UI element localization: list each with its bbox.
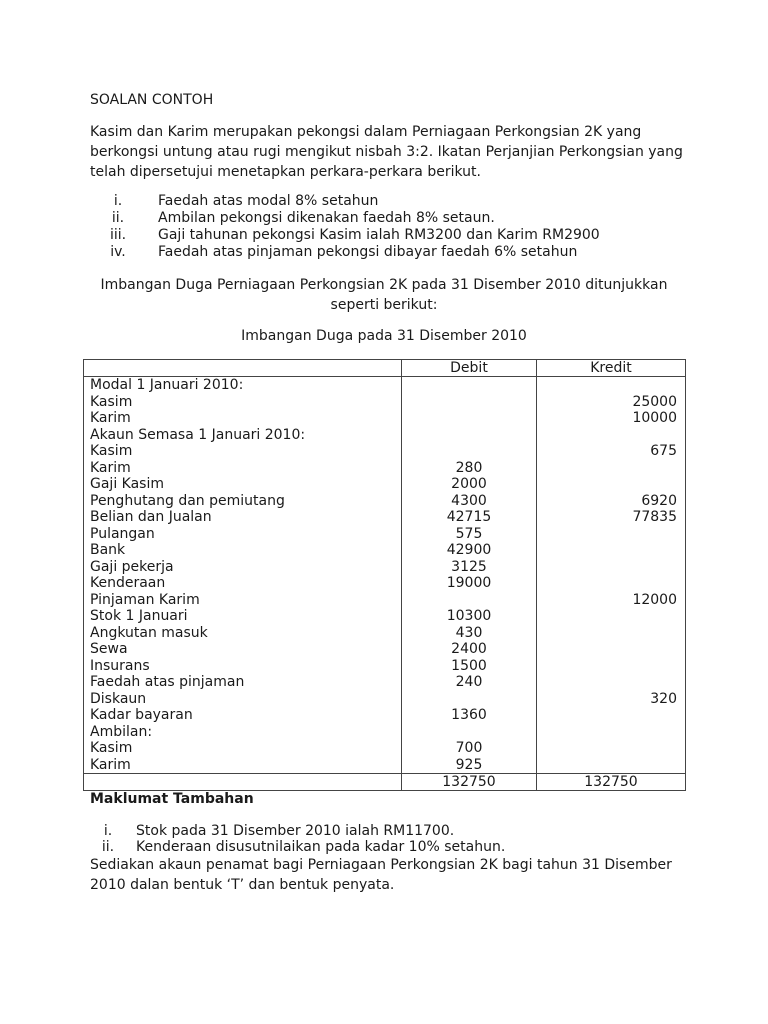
table-cell-kredit: 6920 (641, 492, 677, 509)
table-cell-label: Kasim (90, 393, 133, 410)
list-number: iv. (110, 244, 126, 260)
table-cell-debit: 3125 (451, 558, 487, 575)
table-cell-kredit: 77835 (632, 509, 677, 525)
table-cell-label: Modal 1 Januari 2010: (90, 377, 244, 393)
table-cell-kredit (537, 427, 685, 444)
list-text: Faedah atas pinjaman pekongsi dibayar faedah 6% setahun (158, 244, 578, 260)
table-cell-debit (402, 443, 536, 460)
list-text: Ambilan pekongsi dikenakan faedah 8% setaun. (158, 210, 495, 226)
table-cell-debit: 430 (455, 624, 483, 641)
statement-line: Imbangan Duga Perniagaan Perkongsian 2K pada 31 Disember 2010 ditunjukkan (100, 277, 668, 293)
header-kredit: Kredit (537, 360, 686, 377)
instruction-line: Sediakan akaun penamat bagi Perniagaan Perkongsian 2K bagi tahun 31 Disember (90, 857, 672, 873)
table-cell-debit: 925 (455, 756, 483, 773)
table-cell-kredit (537, 724, 685, 741)
table-cell-label: Insurans (90, 657, 150, 674)
table-cell-debit (402, 410, 536, 427)
table-header-row (84, 360, 686, 377)
table-cell-label: Faedah atas pinjaman (90, 674, 245, 690)
table-cell-kredit: 675 (650, 443, 677, 459)
table-cell-label: Bank (90, 542, 126, 558)
table-cell-label: Belian dan Jualan (90, 509, 212, 525)
table-cell-debit: 700 (455, 740, 483, 756)
list-text: Kenderaan disusutnilaikan pada kadar 10% setahun. (136, 839, 506, 855)
table-cell-label: Karim (90, 410, 131, 426)
debit-column (402, 377, 537, 774)
list-number: ii. (111, 210, 125, 226)
table-cell-kredit (537, 460, 685, 477)
table-cell-debit: 575 (455, 525, 483, 542)
table-cell-debit (402, 592, 536, 609)
table-cell-label: Gaji pekerja (90, 558, 174, 575)
table-cell-kredit (537, 608, 685, 625)
table-total-row (84, 774, 686, 791)
table-cell-kredit: 10000 (632, 410, 677, 426)
list-number: i. (113, 193, 123, 209)
intro-line: berkongsi untung atau rugi mengikut nisbah 3:2. Ikatan Perjanjian Perkongsian yang (90, 144, 683, 160)
total-kredit: 132750 (537, 774, 686, 791)
table-cell-label: Gaji Kasim (90, 476, 164, 492)
table-cell-kredit (537, 559, 685, 576)
list-number: iii. (109, 227, 127, 243)
list-text: Faedah atas modal 8% setahun (158, 193, 379, 209)
table-cell-label: Akaun Semasa 1 Januari 2010: (90, 426, 306, 443)
table-cell-debit: 4300 (451, 492, 487, 509)
table-cell-debit (402, 724, 536, 741)
page-title: SOALAN CONTOH (90, 92, 214, 108)
table-cell-label: Stok 1 Januari (90, 608, 188, 624)
table-cell-label: Kadar bayaran (90, 707, 193, 723)
header-label (84, 360, 402, 377)
table-cell-kredit (537, 542, 685, 559)
table-cell-label: Kasim (90, 443, 133, 459)
table-cell-kredit (537, 658, 685, 675)
table-cell-label: Pinjaman Karim (90, 591, 200, 608)
table-cell-kredit (537, 707, 685, 724)
table-cell-label: Kenderaan (90, 575, 166, 591)
table-title: Imbangan Duga pada 31 Disember 2010 (241, 328, 527, 344)
table-cell-label: Penghutang dan pemiutang (90, 492, 285, 509)
table-cell-label: Sewa (90, 641, 128, 657)
table-cell-kredit (537, 476, 685, 493)
intro-line: Kasim dan Karim merupakan pekongsi dalam Perniagaan Perkongsian 2K yang (90, 124, 642, 140)
total-label (84, 774, 402, 791)
table-cell-label: Diskaun (90, 690, 147, 707)
table-cell-label: Karim (90, 756, 131, 773)
table-cell-kredit: 12000 (632, 591, 677, 608)
kredit-column (537, 377, 686, 774)
table-cell-debit: 10300 (446, 608, 492, 624)
table-cell-debit: 280 (455, 459, 483, 476)
instruction-paragraph (90, 855, 690, 895)
table-cell-debit: 42900 (446, 542, 492, 558)
table-cell-label: Ambilan: (90, 723, 153, 740)
table-cell-debit: 2400 (451, 641, 487, 657)
statement-text (84, 275, 684, 315)
table-cell-kredit (537, 625, 685, 642)
table-cell-debit (402, 377, 536, 394)
label-column (84, 377, 402, 774)
table-cell-kredit (537, 757, 685, 774)
table-cell-label: Karim (90, 459, 131, 476)
table-cell-debit: 2000 (451, 476, 487, 492)
table-cell-kredit: 25000 (632, 393, 677, 410)
intro-line: telah dipersetujui menetapkan perkara-perkara berikut. (90, 164, 481, 180)
extra-heading: Maklumat Tambahan (90, 791, 254, 807)
list-number: i. (103, 823, 113, 839)
list-text: Stok pada 31 Disember 2010 ialah RM11700. (136, 823, 455, 839)
table-cell-label: Pulangan (90, 525, 155, 542)
table-cell-kredit: 320 (650, 690, 677, 707)
table-cell-kredit (537, 575, 685, 592)
table-body-row (84, 377, 686, 774)
table-cell-debit: 1360 (451, 707, 487, 723)
list-number: ii. (101, 839, 115, 855)
table-cell-debit: 240 (455, 674, 483, 690)
table-cell-label: Angkutan masuk (90, 624, 208, 641)
table-cell-debit (402, 394, 536, 411)
table-cell-kredit (537, 740, 685, 757)
total-debit: 132750 (402, 774, 537, 791)
table-cell-debit (402, 691, 536, 708)
table-cell-debit: 1500 (451, 657, 487, 674)
instruction-line: 2010 dalan bentuk ‘T’ dan bentuk penyata. (90, 877, 395, 893)
table-cell-label: Kasim (90, 740, 133, 756)
intro-paragraph (90, 122, 690, 182)
table-cell-kredit (537, 641, 685, 658)
header-debit: Debit (402, 360, 537, 377)
table-cell-debit: 19000 (446, 575, 492, 591)
table-cell-kredit (537, 674, 685, 691)
list-text: Gaji tahunan pekongsi Kasim ialah RM3200 dan Karim RM2900 (158, 227, 600, 243)
trial-balance-table (83, 359, 686, 791)
table-cell-kredit (537, 377, 685, 394)
table-cell-debit (402, 427, 536, 444)
table-cell-debit: 42715 (446, 509, 492, 525)
statement-line: seperti berikut: (330, 297, 438, 313)
table-cell-kredit (537, 526, 685, 543)
